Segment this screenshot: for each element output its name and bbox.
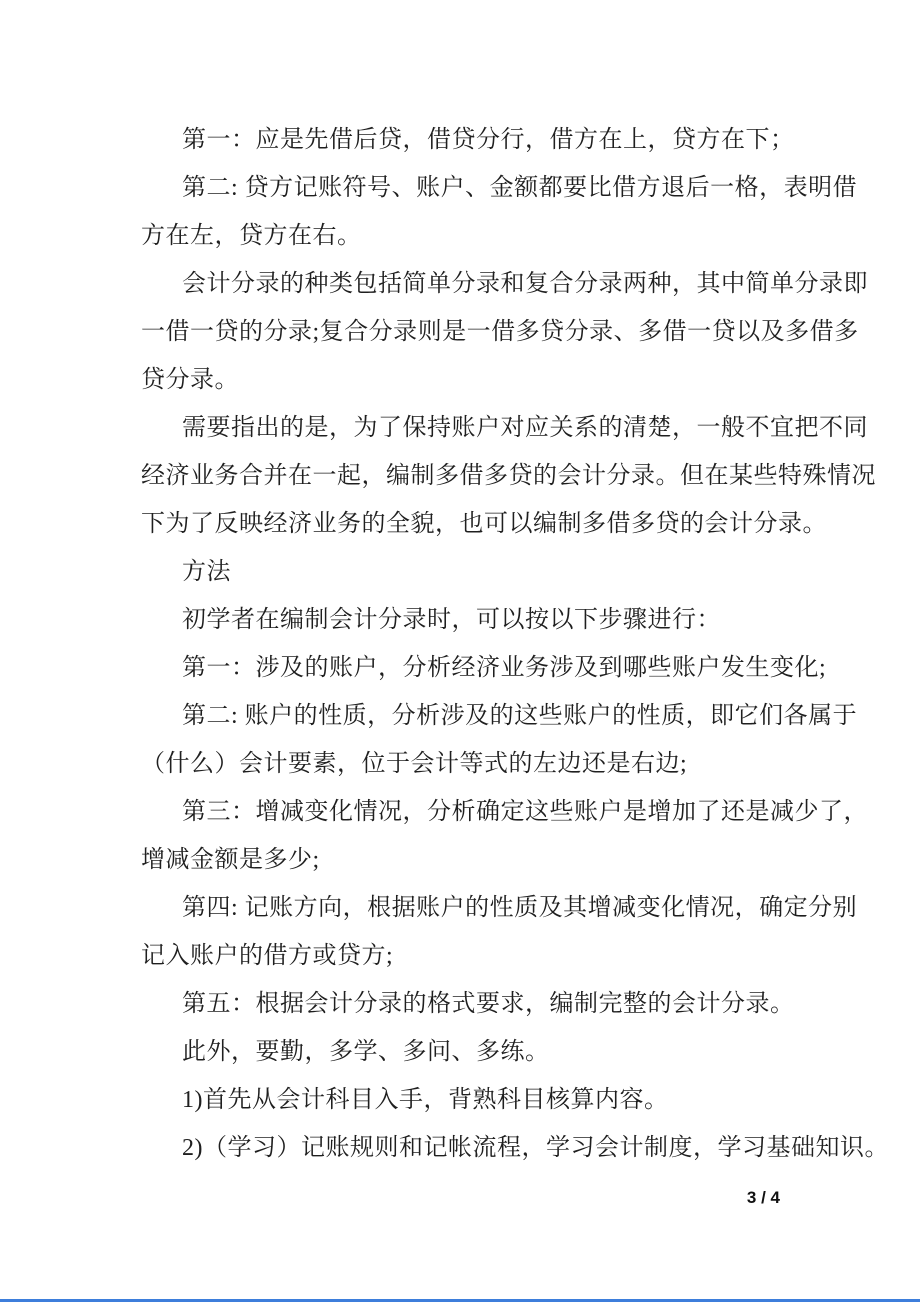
text-line: 2)（学习）记账规则和记帐流程，学习会计制度，学习基础知识。 (182, 1135, 889, 1161)
page-number: 3 / 4 (746, 1188, 780, 1207)
text-line: 贷分录。 (141, 367, 239, 393)
document-body (141, 116, 889, 1172)
text-line: 第五：根据会计分录的格式要求，编制完整的会计分录。 (182, 991, 795, 1017)
text-line: 需要指出的是，为了保持账户对应关系的清楚，一般不宜把不同 (182, 415, 868, 441)
text-line: 会计分录的种类包括简单分录和复合分录两种，其中简单分录即 (182, 271, 868, 297)
text-line: 方法 (182, 559, 231, 585)
text-line: 增减金额是多少; (141, 847, 320, 873)
text-line: 第二: 贷方记账符号、账户、金额都要比借方退后一格，表明借 (182, 175, 858, 201)
text-line: 第一：涉及的账户，分析经济业务涉及到哪些账户发生变化; (182, 655, 827, 681)
text-line: 记入账户的借方或贷方; (141, 943, 394, 969)
text-line: 第一：应是先借后贷，借贷分行，借方在上，贷方在下； (182, 127, 795, 153)
text-line: 第二: 账户的性质，分析涉及的这些账户的性质，即它们各属于 (182, 703, 858, 729)
text-line: 第三：增减变化情况，分析确定这些账户是增加了还是减少了， (182, 799, 868, 825)
text-line: 初学者在编制会计分录时，可以按以下步骤进行： (182, 607, 721, 633)
text-line: 方在左，贷方在右。 (141, 223, 362, 249)
text-line: 1)首先从会计科目入手，背熟科目核算内容。 (182, 1087, 669, 1113)
text-line: 经济业务合并在一起，编制多借多贷的会计分录。但在某些特殊情况 (141, 463, 876, 489)
text-line: 第四: 记账方向，根据账户的性质及其增减变化情况，确定分别 (182, 895, 858, 921)
text-line: 此外，要勤，多学、多问、多练。 (182, 1039, 550, 1065)
text-line: 下为了反映经济业务的全貌，也可以编制多借多贷的会计分录。 (141, 511, 827, 537)
text-line: （什么）会计要素，位于会计等式的左边还是右边; (141, 751, 688, 777)
text-line: 一借一贷的分录;复合分录则是一借多贷分录、多借一贷以及多借多 (141, 319, 859, 345)
